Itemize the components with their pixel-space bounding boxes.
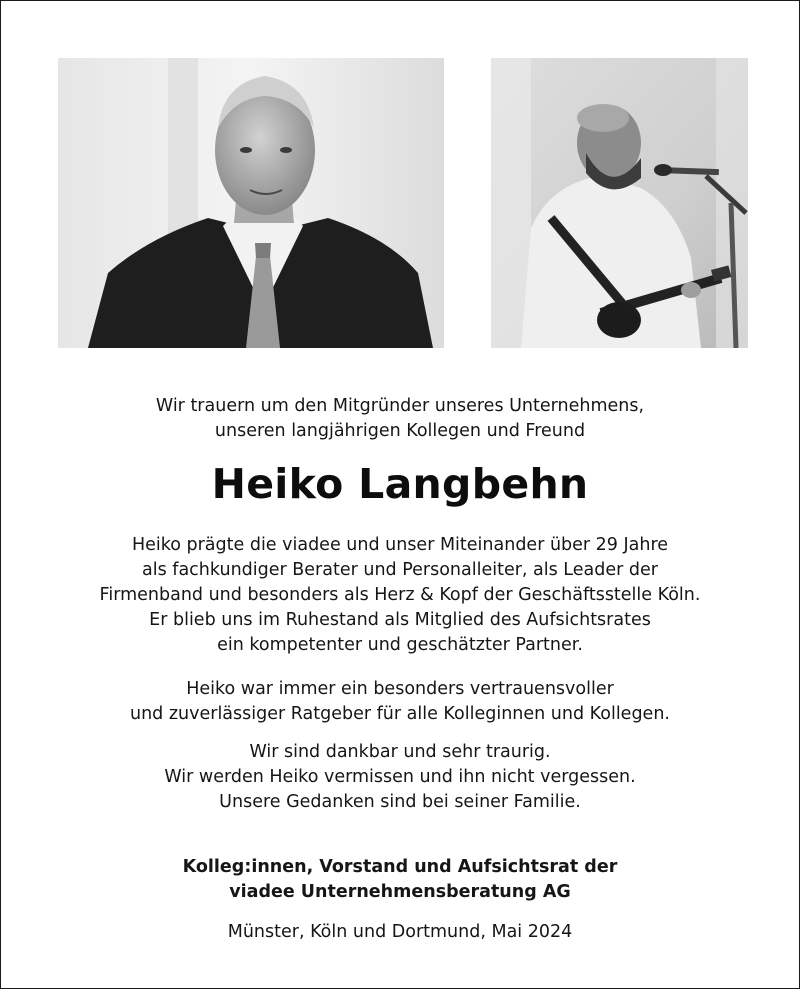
guitarist-photo (491, 58, 748, 348)
paragraph-line: ein kompetenter und geschätzter Partner. (217, 635, 583, 655)
paragraph-line: Firmenband und besonders als Herz & Kopf der Geschäftsstelle Köln. (99, 585, 701, 605)
paragraph-line: Unsere Gedanken sind bei seiner Familie. (219, 792, 581, 812)
intro-line: unseren langjährigen Kollegen und Freund (214, 421, 586, 441)
paragraph-line: als fachkundiger Berater und Personalleiter, als Leader der (142, 560, 658, 580)
signature-line: viadee Unternehmensberatung AG (229, 882, 571, 902)
place-date (0, 920, 800, 945)
paragraph-line: Wir sind dankbar und sehr traurig. (249, 742, 551, 762)
tribute-paragraph-3 (0, 740, 800, 815)
paragraph-line: Er blieb uns im Ruhestand als Mitglied des Aufsichtsrates (149, 610, 651, 630)
tribute-paragraph-2 (0, 677, 800, 727)
signature-line: Kolleg:innen, Vorstand und Aufsichtsrat der (182, 857, 618, 877)
paragraph-line: und zuverlässiger Ratgeber für alle Kolleginnen und Kollegen. (130, 704, 670, 724)
paragraph-line: Wir werden Heiko vermissen und ihn nicht vergessen. (164, 767, 636, 787)
signature-block (0, 855, 800, 905)
place-date-line: Münster, Köln und Dortmund, Mai 2024 (227, 922, 573, 942)
deceased-name: Heiko Langbehn (211, 460, 589, 508)
portrait-photo (58, 58, 444, 348)
paragraph-line: Heiko prägte die viadee und unser Miteinander über 29 Jahre (131, 535, 669, 555)
intro-line: Wir trauern um den Mitgründer unseres Unternehmens, (155, 396, 645, 416)
intro-text (0, 394, 800, 444)
tribute-paragraph-1 (0, 533, 800, 658)
paragraph-line: Heiko war immer ein besonders vertrauensvoller (186, 679, 614, 699)
